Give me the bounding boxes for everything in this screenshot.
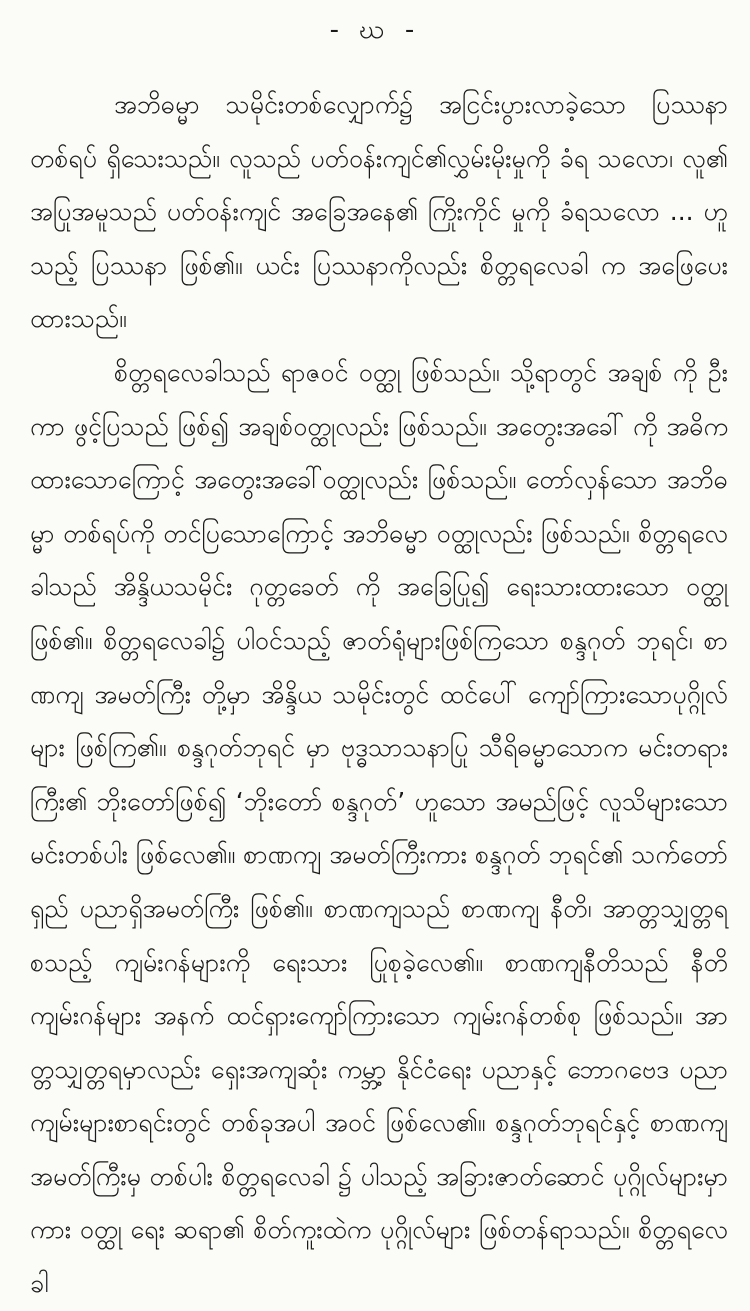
body-text (30, 78, 728, 1311)
page-number: - ဃ - (329, 15, 421, 45)
paragraph-2: စိတ္တရလေခါသည် ရာဇဝင် ဝတ္ထု ဖြစ်သည်။ သို့ရာတွင် အချစ် ကို ဦးကာ ဖွင့်ပြသည် ဖြစ်၍ အချစ်ဝတ္ထုလည်း ဖြစ်သည်။ အတွေးအခေါ် ကို အဓိက ထားသောကြောင့် အတွေးအခေါ်ဝတ္ထုလည်း ဖြစ်သည်။ တော်လှန်သော အဘိဓမ္မာ တစ်ရပ်ကို တင်ပြသောကြောင့် အဘိဓမ္မာ ဝတ္ထုလည်း ဖြစ်သည်။ စိတ္တရလေခါသည် အိန္ဒိယသမိုင်း ဂုတ္တခေတ် ကို အခြေပြု၍ ရေးသားထားသော ဝတ္ထုဖြစ်၏။ စိတ္တရလေခါ၌ ပါဝင်သည့် ဇာတ်ရုံများဖြစ်ကြသော စန္ဒဂုတ် ဘုရင်၊ စာဏကျ အမတ်ကြီး တို့မှာ အိန္ဒိယ သမိုင်းတွင် ထင်ပေါ် ကျော်ကြားသောပုဂ္ဂိုလ်များ ဖြစ်ကြ၏။ စန္ဒဂုတ်ဘုရင် မှာ ဗုဒ္ဓသာသနာပြု သီရိဓမ္မာသောက မင်းတရားကြီး၏ ဘိုးတော်ဖြစ်၍ ‘ဘိုးတော် စန္ဒဂုတ်’ ဟူသော အမည်ဖြင့် လူသိများသော မင်းတစ်ပါး ဖြစ်လေ၏။ စာဏကျ အမတ်ကြီးကား စန္ဒဂုတ် ဘုရင်၏ သက်တော်ရှည် ပညာရှိအမတ်ကြီး ဖြစ်၏။ စာဏကျသည် စာဏကျ နီတိ၊ အာတ္တသျှတ္တရ စသည့် ကျမ်းဂန်များကို ရေးသား ပြုစုခဲ့လေ၏။ စာဏကျနီတိသည် နီတိကျမ်းဂန်များ အနက် ထင်ရှားကျော်ကြားသော ကျမ်းဂန်တစ်စု ဖြစ်သည်။ အာတ္တသျှတ္တရမှာလည်း ရှေးအကျဆုံး ကမ္ဘာ့ နိုင်ငံရေး ပညာနှင့် ဘောဂဗေဒ ပညာ ကျမ်းများစာရင်းတွင် တစ်ခုအပါ အဝင် ဖြစ်လေ၏။ စန္ဒဂုတ်ဘုရင်နှင့် စာဏကျ အမတ်ကြီးမှ တစ်ပါး စိတ္တရလေခါ ၌ ပါသည့် အခြားဇာတ်ဆောင် ပုဂ္ဂိုလ်များမှာကား ဝတ္ထု ရေး ဆရာ၏ စိတ်ကူးထဲက ပုဂ္ဂိုလ်များ ဖြစ်တန်ရာသည်။ စိတ္တရလေခါ (30, 357, 728, 1299)
paragraph-1: အဘိဓမ္မာ သမိုင်းတစ်လျှောက်၌ အငြင်းပွားလာခဲ့သော ပြဿနာ တစ်ရပ် ရှိသေးသည်။ လူသည် ပတ်ဝန်းကျင်၏လွှမ်းမိုးမှုကို ခံရ သလော၊ လူ၏ အပြုအမူသည် ပတ်ဝန်းကျင် အခြေအနေ၏ ကြိုးကိုင် မှုကို ခံရသလော ... ဟူသည့် ပြဿနာ ဖြစ်၏။ ယင်း ပြဿနာကိုလည်း စိတ္တရလေခါ က အဖြေပေးထားသည်။ (30, 90, 728, 334)
